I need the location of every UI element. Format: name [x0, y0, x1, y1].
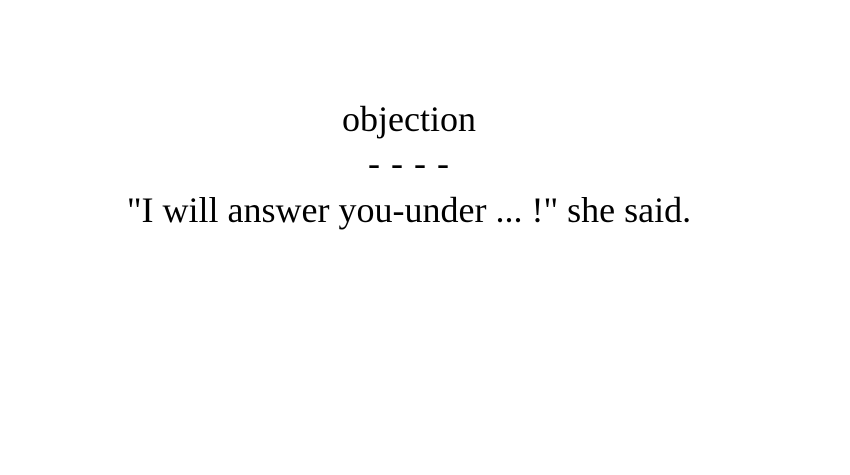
example-sentence: "I will answer you-under ... !" she said. [126, 190, 692, 230]
dash-divider: - - - - [368, 143, 450, 183]
headword: objection [342, 99, 476, 139]
